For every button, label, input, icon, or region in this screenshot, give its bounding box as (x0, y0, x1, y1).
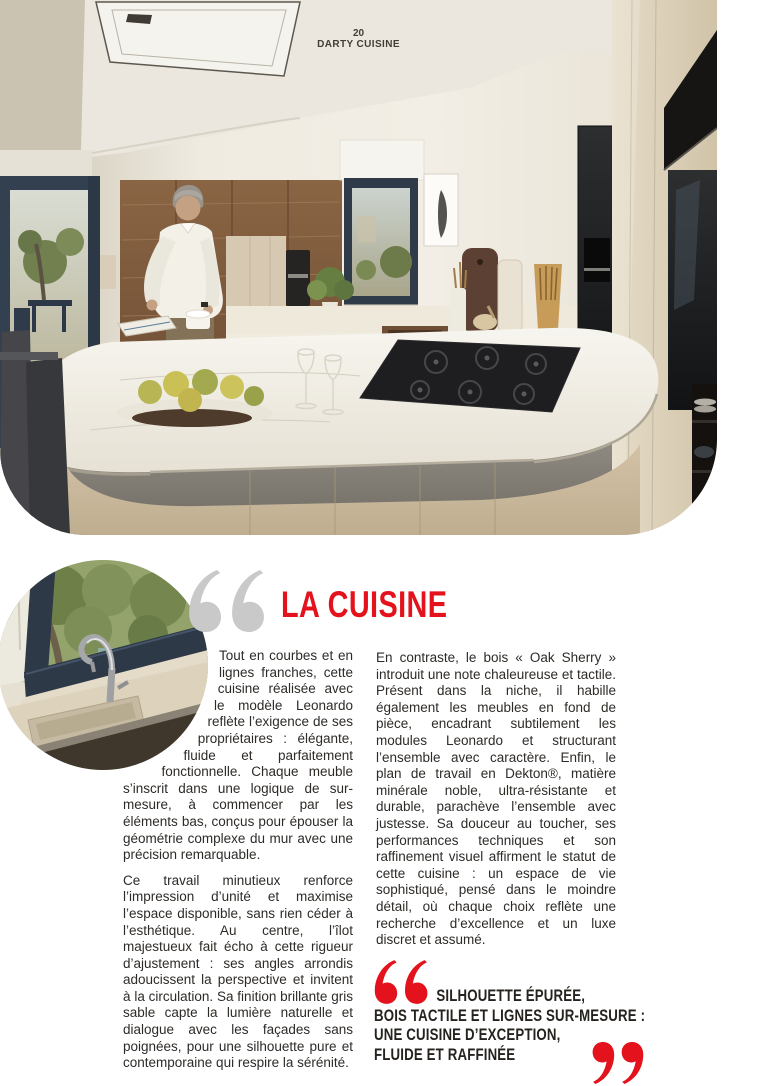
page-number: 20 (352, 28, 365, 39)
paragraph: Ce travail minutieux renforce l’impression d’unité et maximise l’espace disponible, sans rien céder à l’esthétique. Au centre, l’îlot majestueux fait écho à cette rigueur d’ajustement : ses angles arrondis adoucissent la perspective et invitent à la circulation. Sa finition brillante gris sable capte la lumière naturelle et dialogue avec les façades sans poignées, pour une silhouette pure et contemporaine qui respire la sérénité. (123, 872, 353, 1071)
pull-quote-line: FLUIDE ET RAFFINÉE (374, 1044, 516, 1064)
pull-quote-line: UNE CUISINE D’EXCEPTION, (374, 1025, 561, 1044)
kitchen-photo (0, 0, 717, 535)
article-title: LA CUISINE (281, 584, 448, 625)
pull-quote-line: SILHOUETTE ÉPURÉE, (436, 986, 586, 1005)
brand-name: DARTY CUISINE (317, 39, 400, 50)
pull-quote (374, 986, 674, 1064)
paragraph: Tout en courbes et en lignes franches, cette cuisine réalisée avec le modèle Leonardo reflète l’exigence de ses propriétaires : élégante, fluide et parfaitement fonctionnelle. Chaque meuble s’inscrit dans une logique de sur-mesure, à commencer par les éléments bas, conçus pour épouser la géométrie complexe du mur avec une précision remarquable. (123, 648, 353, 863)
paragraph: En contraste, le bois « Oak Sherry » introduit une note chaleureuse et tactile. Présent dans la niche, il habille également les meubles en fond de pièce, encadrant subtilement les modules Leonardo et structurant l’ensemble avec caractère. Enfin, le plan de travail en Dekton®, matière minérale noble, ultra-résistante et durable, parachève l’ensemble avec justesse. Sa douceur au toucher, ses performances techniques et son raffinement visuel affirment le statut de cette cuisine : un espace de vie sophistiqué, pensé dans le moindre détail, où chaque choix reflète une recherche d’excellence et un luxe discret et assumé. (376, 650, 616, 948)
pull-quote-text (374, 986, 646, 1064)
kitchen-scene (0, 0, 717, 535)
pull-quote-line: BOIS TACTILE ET LIGNES SUR-MESURE : (374, 1005, 646, 1025)
open-quote-icon-gray (185, 570, 265, 632)
body-column-left (123, 648, 353, 1081)
close-quote-icon-red (592, 1042, 646, 1084)
page-folio (0, 28, 717, 51)
body-column-right (376, 650, 616, 958)
